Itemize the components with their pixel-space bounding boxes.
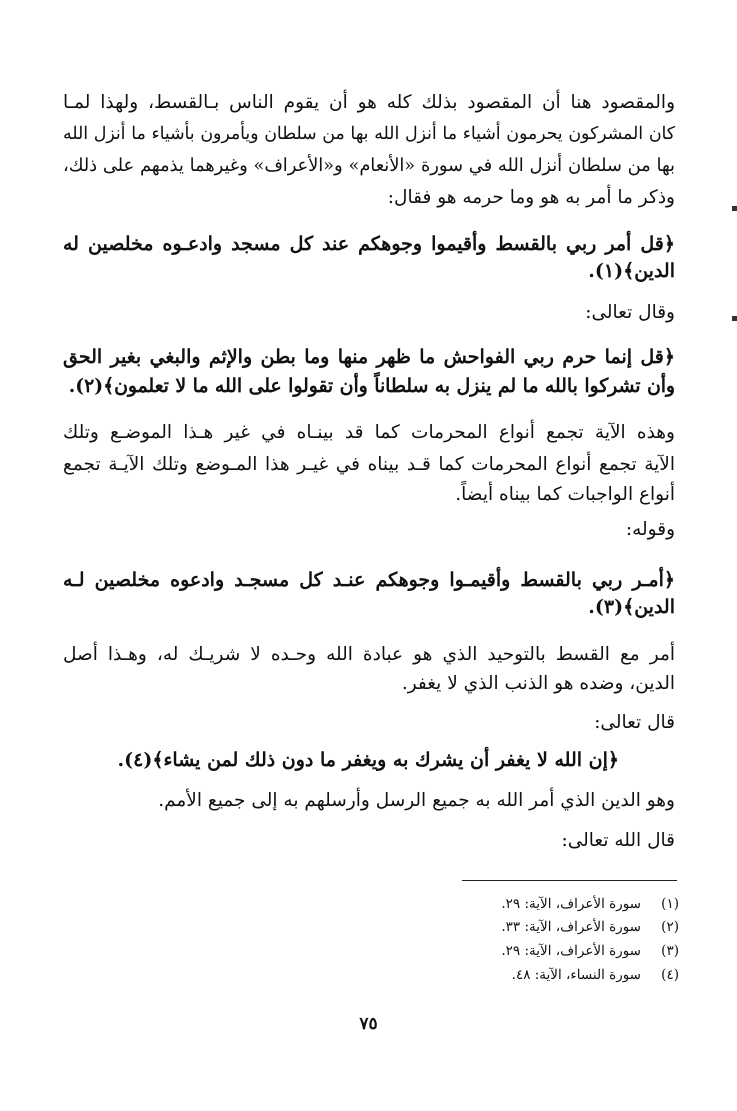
footnote-text: سورة الأعراف، الآية: ٢٩.: [501, 896, 641, 912]
paragraph-line: وهذه الآية تجمع أنواع المحرمات كما قد بينـاه في غير هـذا الموضـع وتلك: [63, 422, 675, 443]
footnote: [469, 940, 679, 962]
footnote-number: (٣): [661, 943, 679, 959]
footnote: [469, 893, 679, 915]
transition-text: قال تعالى:: [594, 712, 675, 733]
paragraph-line: الآية تجمع أنواع المحرمات كما قـد بيناه في غيـر هذا المـوضع وتلك الآيـة تجمع: [63, 454, 675, 475]
paragraph-line: والمقصود هنا أن المقصود بذلك كله هو أن يقوم الناس بـالقسط، ولهذا لمـا: [63, 92, 675, 113]
quran-verse-line: وأن تشركوا بالله ما لم ينزل به سلطاناً وأن تقولوا على الله ما لا تعلمون﴾(٢).: [68, 375, 675, 397]
footnote-number: (٤): [661, 967, 679, 983]
footnote: [469, 916, 679, 938]
transition-text: وقوله:: [625, 519, 675, 540]
footnote-number: (١): [661, 896, 679, 912]
transition-text: وقال تعالى:: [585, 302, 675, 323]
footnote-text: سورة النساء، الآية: ٤٨.: [511, 967, 641, 983]
quran-verse-line: ﴿أمـر ربي بالقسط وأقيمـوا وجوهكم عنـد كل مسجـد وادعوه مخلصين لـه: [63, 569, 675, 591]
paragraph-line: بها من سلطان أنزل الله في سورة «الأنعام» و«الأعراف» وغيرهما يذمهم على ذلك،: [63, 156, 675, 176]
paragraph-line: وذكر ما أمر به هو وما حرمه هو فقال:: [387, 187, 675, 208]
footnote-number: (٢): [661, 919, 679, 935]
quran-verse-line: ﴿إن الله لا يغفر أن يشرك به ويغفر ما دون ذلك لمن يشاء﴾(٤).: [117, 749, 619, 771]
quran-verse-line: الدين﴾(١).: [588, 260, 675, 282]
paragraph-line: أمر مع القسط بالتوحيد الذي هو عبادة الله وحـده لا شريـك له، وهـذا أصل: [63, 644, 675, 665]
quran-verse-line: ﴿قل إنما حرم ربي الفواحش ما ظهر منها وما بطن والإثم والبغي بغير الحق: [63, 346, 675, 368]
page-number: ٧٥: [359, 1014, 378, 1034]
quran-verse-line: ﴿قل أمر ربي بالقسط وأقيموا وجوهكم عند كل مسجد وادعـوه مخلصين له: [63, 233, 675, 255]
footnote-text: سورة الأعراف، الآية: ٣٣.: [501, 919, 641, 935]
scan-speck: [732, 206, 737, 211]
paragraph-line: الدين، وضده هو الذنب الذي لا يغفر.: [401, 673, 675, 694]
footnote: [469, 964, 679, 986]
footnote-text: سورة الأعراف، الآية: ٢٩.: [501, 943, 641, 959]
footnote-separator: [462, 880, 677, 881]
quran-verse-line: الدين﴾(٣).: [588, 596, 675, 618]
transition-text: قال الله تعالى:: [561, 830, 675, 851]
scan-speck: [732, 316, 737, 321]
paragraph-line: وهو الدين الذي أمر الله به جميع الرسل وأرسلهم به إلى جميع الأمم.: [158, 790, 675, 811]
paragraph-line: أنواع الواجبات كما بيناه أيضاً.: [455, 484, 675, 505]
paragraph-line: كان المشركون يحرمون أشياء ما أنزل الله بها من سلطان ويأمرون بأشياء ما أنزل الله: [63, 124, 675, 144]
